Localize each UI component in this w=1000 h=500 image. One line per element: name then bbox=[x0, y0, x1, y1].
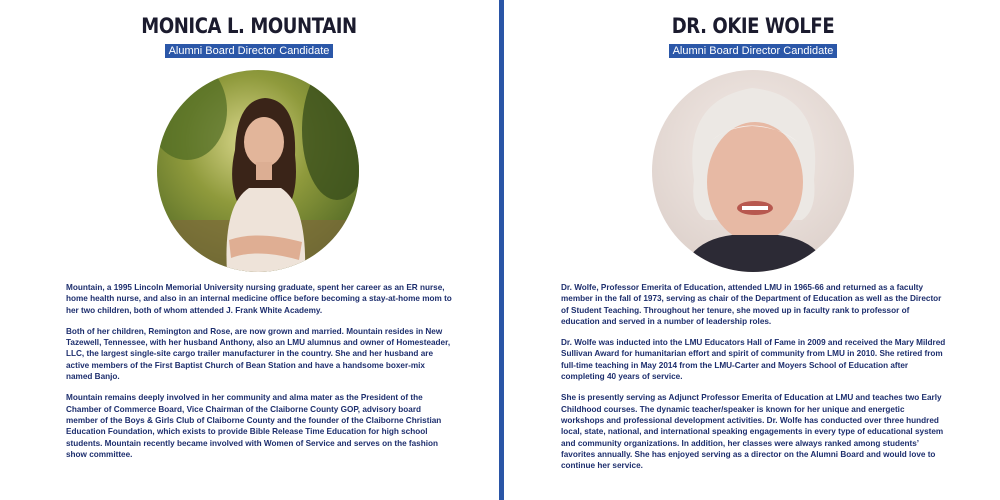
candidate-card-left bbox=[0, 0, 498, 500]
candidate-title-badge: Alumni Board Director Candidate bbox=[669, 44, 838, 58]
bio-paragraph: Dr. Wolfe, Professor Emerita of Education, attended LMU in 1965-66 and returned as a faculty member in the fall of 1973, serving as chair of the Department of Education as well as the Director of Student Teaching. Throughout her tenure, she moved up in faculty rank to professor of education and served in a number of leadership roles. bbox=[561, 283, 942, 326]
candidate-bio bbox=[66, 282, 452, 470]
portrait-image-monica bbox=[157, 70, 359, 272]
bio-paragraph: Mountain, a 1995 Lincoln Memorial University nursing graduate, spent her career as an ER nurse, home health nurse, and also in an internal medicine office before becoming a stay-at-home mom to her two children, both of whom attended J. Frank White Academy. bbox=[66, 283, 452, 315]
candidate-name: MONICA L. MOUNTAIN bbox=[141, 14, 357, 38]
bio-paragraph: Dr. Wolfe was inducted into the LMU Educators Hall of Fame in 2009 and received the Mary Mildred Sullivan Award for humanitarian effort and spirit of community from LMU in 2010. She retired from full-time teaching in May 2014 from the LMU-Carter and Moyers School of Education after completing 40 years of service. bbox=[561, 338, 946, 382]
candidate-title-badge: Alumni Board Director Candidate bbox=[165, 44, 334, 58]
bio-paragraph: Mountain remains deeply involved in her community and alma mater as the President of the Chamber of Commerce Board, Vice Chairman of the Claiborne County GOP, advisory board member of the Boys & Girls Club of Claiborne County and the founder of the Claiborne Christian Education Foundation, which exists to provide Bible Release Time Education for high school students. Mountain recently became involved with Women of Service and serves on the fashion show committee. bbox=[66, 393, 442, 459]
candidate-name: DR. OKIE WOLFE bbox=[671, 14, 835, 38]
candidate-photo bbox=[157, 70, 359, 272]
candidate-bio bbox=[561, 282, 949, 481]
candidate-card-right bbox=[504, 0, 1000, 500]
portrait-image-okie bbox=[652, 70, 854, 272]
candidate-title-wrap bbox=[504, 41, 1000, 59]
bio-paragraph: Both of her children, Remington and Rose, are now grown and married. Mountain resides in New Tazewell, Tennessee, with her husband Anthony, also an LMU alumnus and owner of Homesteader, LLC, the largest single-site cargo trailer manufacturer in the country. She and her husband are active members of the First Baptist Church of Bean Station and have a handsome boxer-mix named Banjo. bbox=[66, 326, 451, 382]
bio-paragraph: She is presently serving as Adjunct Professor Emerita of Education at LMU and teaches two Early Childhood courses. The dynamic teacher/speaker is known for her unique and energetic workshops and professional development activities. Dr. Wolfe has conducted over three hundred local, state, national, and international speaking engagements in every type of educational system and community organizations. In addition, her classes were always ranked among students’ favorites annually. She has enjoyed serving as a director on the Alumni Board and would love to continue her service. bbox=[561, 393, 944, 471]
candidate-photo bbox=[652, 70, 854, 272]
candidate-title-wrap bbox=[0, 41, 498, 59]
